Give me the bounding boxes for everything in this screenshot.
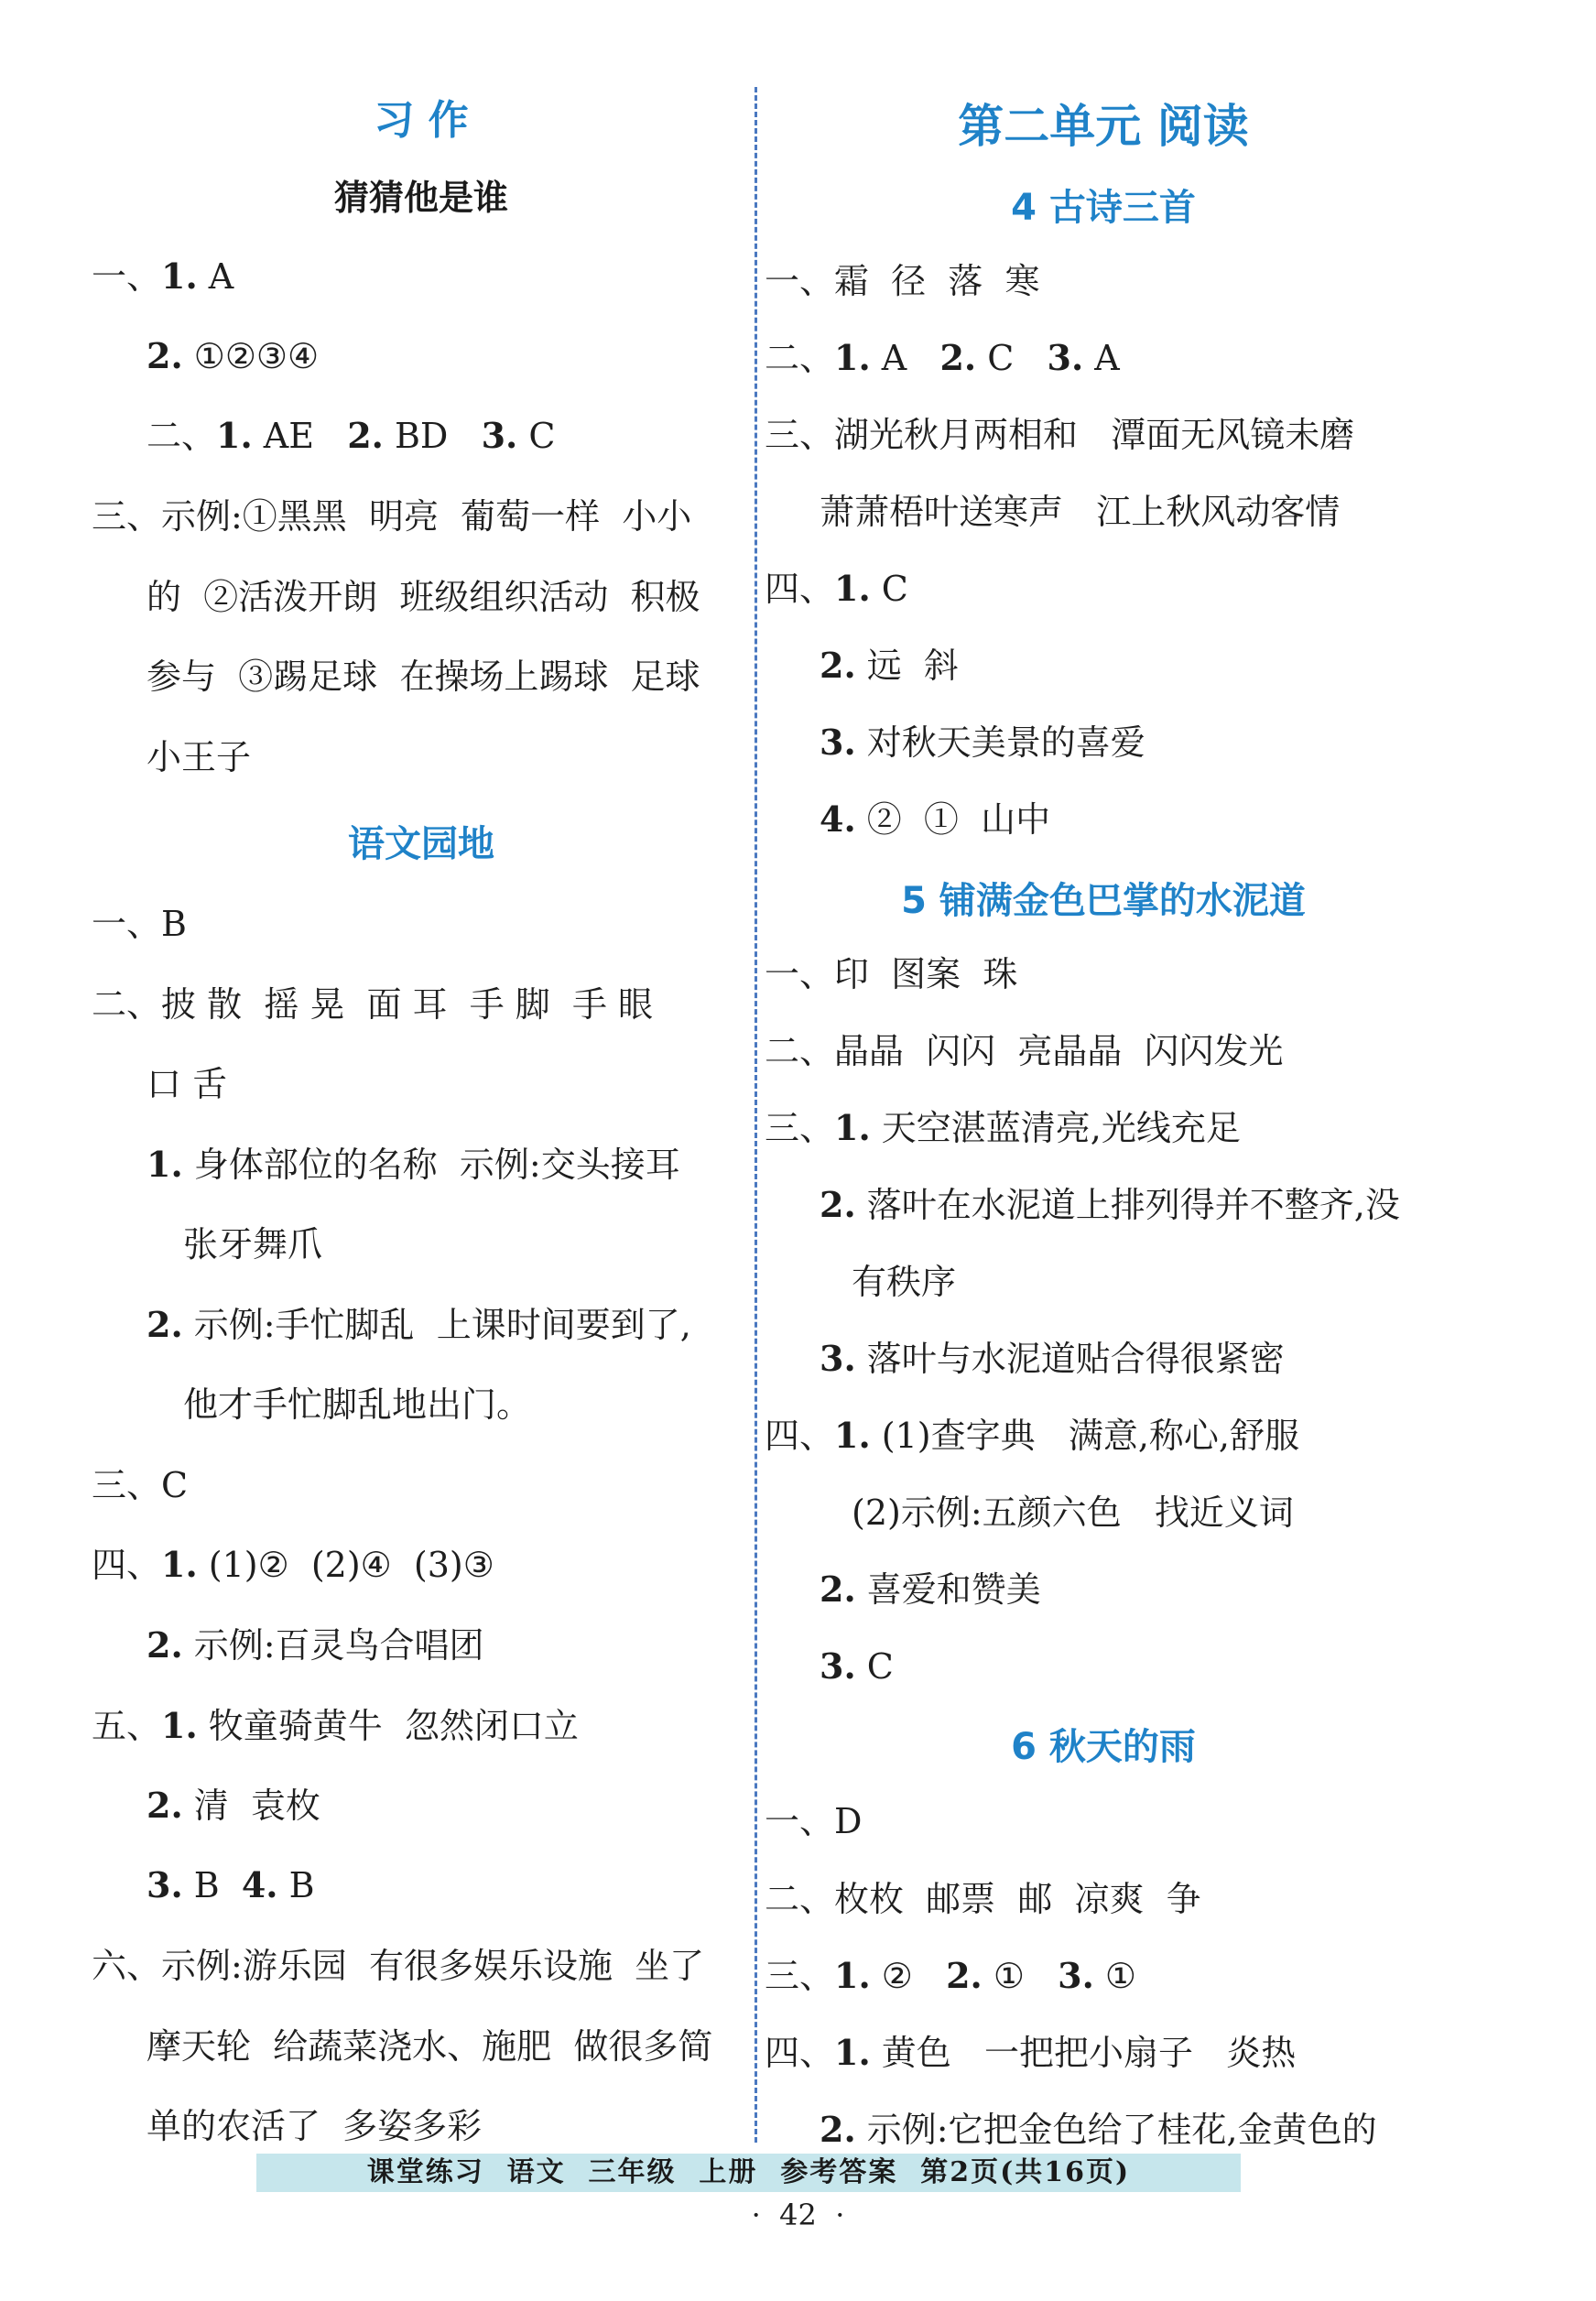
item-number: 3. [481,415,518,456]
item-number: 4. [241,1864,278,1905]
answer-line [147,1304,691,1345]
answer-text: (2)示例:五颜六色 找近义词 [852,1492,1294,1533]
answer-text: 三、 [765,1956,835,1996]
answer-text: 单的农活了 多姿多彩 [147,2106,483,2146]
answer-text: 一、D [765,1801,863,1841]
item-number: 1. [834,568,871,609]
answer-text: 张牙舞爪 [183,1224,323,1264]
answer-text: (1)查字典 满意,称心,舒服 [870,1416,1299,1456]
item-number: 3. [1047,337,1084,378]
item-number: 3. [820,1645,856,1687]
answer-text: 四、 [92,1545,162,1585]
answer-line [147,1624,484,1666]
answer-text: 黄色 一把把小扇子 炎热 [870,2033,1297,2073]
answer-line [147,2026,713,2067]
lesson-5-title: 5 铺满金色巴掌的水泥道 [901,880,1306,922]
answer-text: 摩天轮 给蔬菜浇水、施肥 做很多简 [147,2026,713,2067]
answer-text: B [277,1865,315,1905]
answer-line [147,1864,315,1905]
answer-text: C [517,416,556,456]
answer-line [147,335,320,376]
answer-text: 一、霜 径 落 寒 [765,261,1040,301]
answer-text: 落叶与水泥道贴合得很紧密 [855,1339,1285,1379]
answer-text: 萧萧梧叶送寒声 江上秋风动客情 [820,492,1341,532]
answer-text: 对秋天美景的喜爱 [855,722,1145,763]
answer-text: 二、 [147,416,217,456]
section-title-xizuo: 习 作 [374,97,469,144]
answer-line [820,1338,1285,1379]
answer-line [765,568,908,609]
item-number: 2. [820,2109,856,2150]
answer-text: B [182,1865,242,1905]
answer-text: 四、 [765,2033,835,2073]
answer-text: 三、C [92,1465,189,1505]
item-number: 1. [147,1144,183,1185]
subsection-title-caicai: 猜猜他是谁 [333,178,508,218]
answer-text: 小王子 [147,737,252,777]
answer-line [92,1705,579,1746]
item-number: 2. [347,415,384,456]
answer-line [820,798,1051,840]
item-number: 2. [147,1785,183,1826]
answer-line [147,657,700,697]
answer-line [147,1064,228,1104]
answer-text: 一、B [92,904,187,944]
answer-text: 的 ②活泼开朗 班级组织活动 积极 [147,577,700,617]
answer-text: BD [383,416,482,456]
item-number: 1. [834,1415,871,1456]
item-number: 2. [946,1955,983,1996]
answer-text: 三、示例:①黑黑 明亮 葡萄一样 小小 [92,496,692,537]
lesson-4-title: 4 古诗三首 [1011,187,1196,229]
answer-text: AE [252,416,348,456]
answer-text: 三、湖光秋月两相和 潭面无风镜未磨 [765,415,1355,455]
answer-text: C [855,1646,894,1687]
answer-text: 四、 [765,1416,835,1456]
item-number: 1. [834,337,871,378]
answer-line [765,415,1355,455]
item-number: 2. [820,1568,856,1610]
answer-text: 四、 [765,569,835,609]
answer-text: C [976,338,1048,378]
item-number: 1. [834,1955,871,1996]
answer-line [92,255,234,297]
item-number: 2. [820,1184,856,1225]
answer-text: 二、 [765,338,835,378]
answer-line [765,1031,1284,1071]
item-number: 2. [939,337,977,378]
item-number: 3. [1058,1955,1094,1996]
answer-text: 一、 [92,256,162,297]
answer-text: 六、示例:游乐园 有很多娱乐设施 坐了 [92,1946,705,1986]
section-title-yuwen-yuandi: 语文园地 [348,823,494,865]
answer-line [765,1415,1299,1456]
answer-line [765,1879,1201,1919]
item-number: 3. [820,1338,856,1379]
answer-text: 有秩序 [852,1262,957,1302]
answer-line [92,1465,189,1505]
item-number: 1. [161,1705,198,1746]
answer-text: 二、晶晶 闪闪 亮晶晶 闪闪发光 [765,1031,1284,1071]
answer-text: 喜爱和赞美 [855,1569,1041,1610]
item-number: 2. [147,1304,183,1345]
answer-line [820,645,959,686]
answer-text: 口 舌 [147,1064,228,1104]
lesson-6-title: 6 秋天的雨 [1011,1726,1196,1768]
answer-text: ② [870,1956,947,1996]
item-number: 3. [147,1864,183,1905]
answer-text: 示例:它把金色给了桂花,金黄色的 [855,2110,1377,2150]
item-number: 1. [161,255,198,297]
item-number: 1. [161,1544,198,1585]
answer-line [92,984,654,1025]
answer-line [92,1946,705,1986]
answer-text: 一、印 图案 珠 [765,954,1018,994]
item-number: 4. [820,798,856,840]
answer-line [765,261,1040,301]
item-number: 1. [216,415,253,456]
answer-line [147,737,252,777]
item-number: 2. [820,645,856,686]
answer-text: 他才手忙脚乱地出门。 [183,1384,532,1425]
answer-line [820,492,1341,532]
answer-text: 二、披 散 摇 晃 面 耳 手 脚 手 眼 [92,984,654,1025]
answer-line [820,1568,1041,1610]
answer-line [147,577,700,617]
answer-text: 落叶在水泥道上排列得并不整齐,没 [855,1185,1400,1225]
answer-line [765,1955,1136,1996]
answer-line [820,2109,1377,2150]
page-number: · 42 · [751,2198,845,2232]
item-number: 3. [820,722,856,763]
answer-line [765,1107,1241,1148]
answer-text: 二、枚枚 邮票 邮 凉爽 争 [765,1879,1201,1919]
answer-text: 清 袁枚 [182,1785,320,1826]
item-number: 1. [834,1107,871,1148]
answer-text: A [1083,338,1120,378]
answer-line [147,1144,680,1185]
answer-text: 远 斜 [855,646,959,686]
answer-text: 三、 [765,1108,835,1148]
answer-text: 身体部位的名称 示例:交头接耳 [182,1145,680,1185]
answer-line [820,1184,1400,1225]
answer-line [183,1384,532,1425]
answer-text: C [870,569,908,609]
answer-text: 天空湛蓝清亮,光线充足 [870,1108,1241,1148]
item-number: 2. [147,335,183,376]
answer-line [147,415,556,456]
answer-line [852,1262,957,1302]
answer-text: ① [982,1956,1059,1996]
unit-title: 第二单元 阅读 [958,99,1249,153]
item-number: 1. [834,2032,871,2073]
answer-line [92,904,187,944]
answer-line [147,2106,483,2146]
answer-text: ①②③④ [182,336,320,376]
answer-line [765,1801,863,1841]
answer-line [765,337,1120,378]
answer-text: ② ① 山中 [855,799,1051,840]
answer-line [765,2032,1297,2073]
answer-text: 参与 ③踢足球 在操场上踢球 足球 [147,657,700,697]
footer-bar: 课堂练习 语文 三年级 上册 参考答案 第2页(共16页) [256,2154,1241,2192]
answer-text: A [197,256,234,297]
answer-text: 示例:百灵鸟合唱团 [182,1625,484,1666]
answer-text: 示例:手忙脚乱 上课时间要到了, [182,1305,691,1345]
answer-text: 五、 [92,1706,162,1746]
item-number: 2. [147,1624,183,1666]
answer-line [852,1492,1294,1533]
answer-line [92,496,692,537]
answer-text: A [870,338,940,378]
answer-line [92,1544,494,1585]
answer-line [820,1645,894,1687]
answer-text: ① [1093,1956,1136,1996]
answer-line [820,722,1145,763]
answer-line [183,1224,323,1264]
answer-text: (1)② (2)④ (3)③ [197,1545,494,1585]
answer-text: 牧童骑黄牛 忽然闭口立 [197,1706,579,1746]
answer-line [147,1785,320,1826]
column-divider [755,87,757,2143]
answer-line [765,954,1018,994]
